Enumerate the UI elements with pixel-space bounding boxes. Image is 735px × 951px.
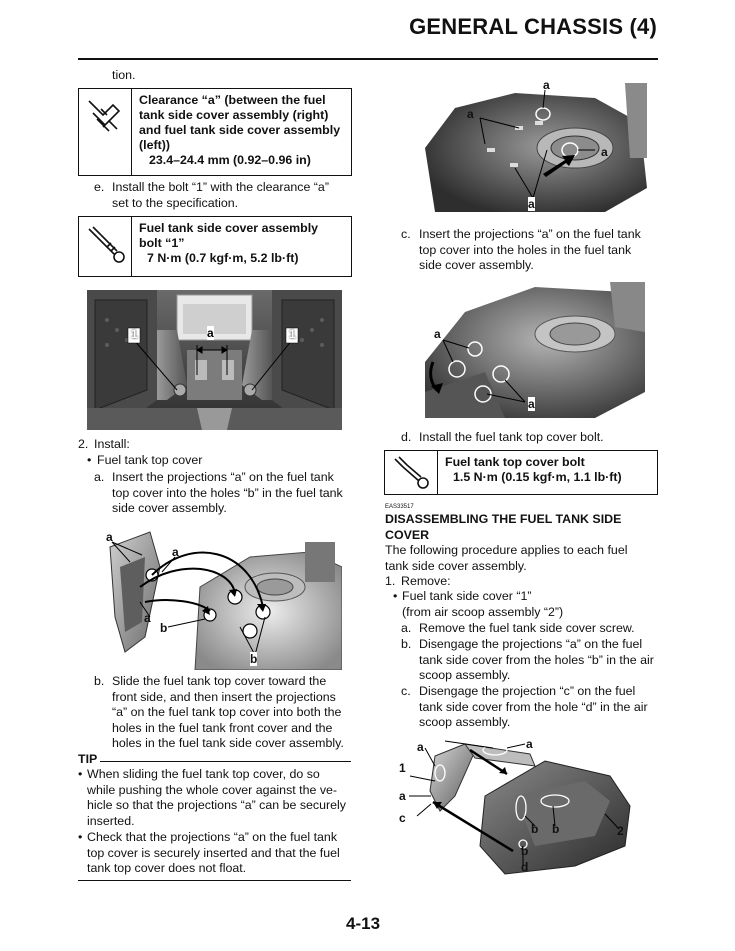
remove-step-a-marker: a.	[401, 621, 412, 635]
clearance-spec-line2: tank side cover assembly (right)	[139, 108, 329, 122]
step-d-text: Install the fuel tank top cover bolt.	[419, 430, 604, 444]
torque-spec-box-2	[384, 450, 658, 495]
remove-step-b-line2: tank side cover from the holes “b” in the air	[419, 652, 654, 667]
torque2-line1: Fuel tank top cover bolt	[445, 455, 585, 469]
torque1-line2: bolt “1”	[139, 236, 185, 250]
figure-top-cover-side-holes	[425, 282, 645, 418]
remove-step-a-text: Remove the fuel tank side cover screw.	[419, 621, 635, 635]
fig5-label-b-3: b	[521, 844, 529, 858]
fig5-label-1: 1	[399, 761, 406, 775]
step-e-line2: set to the specification.	[112, 195, 239, 210]
step-b-line4: holes in the fuel tank front cover and the	[112, 720, 333, 735]
fig5-label-a-1: a	[417, 740, 424, 754]
remove-step-c-line3: scoop assembly.	[419, 715, 511, 730]
tip-bullet-2-line2: top cover is securely inserted and that the fuel	[87, 845, 340, 860]
step-b-marker: b.	[94, 674, 105, 688]
torque1-value: 7 N·m (0.7 kgf·m, 5.2 lb·ft)	[147, 251, 299, 265]
torque1-line1: Fuel tank side cover assembly	[139, 221, 319, 235]
fig2-label-b-2: b	[250, 652, 258, 666]
step-2-marker: 2.	[78, 437, 89, 451]
step-1-text: Remove:	[401, 574, 451, 588]
clearance-spec-box	[78, 88, 352, 176]
tip-rule	[100, 761, 351, 762]
fig3-label-a-bottom: a	[528, 197, 535, 211]
section-title-line1: DISASSEMBLING THE FUEL TANK SIDE	[385, 512, 622, 526]
remove-step-c-line1: Disengage the projection “c” on the fuel	[419, 684, 636, 698]
step-a-line1: Insert the projections “a” on the fuel tank	[112, 470, 334, 484]
fig5-label-b-1: b	[531, 822, 539, 836]
step-e-line1: Install the bolt “1” with the clearance “a”	[112, 180, 329, 194]
fig5-label-c: c	[399, 811, 406, 825]
fig2-label-a-3: a	[144, 611, 151, 625]
step-c-line3: side cover assembly.	[419, 258, 534, 273]
step-1-marker: 1.	[385, 574, 396, 588]
remove-bullet-line2: (from air scoop assembly “2”)	[402, 604, 564, 619]
caliper-icon	[79, 89, 132, 175]
step-b-line3: “a” on the fuel tank top cover into both the	[112, 705, 342, 720]
section-code: EAS33517	[385, 504, 414, 510]
fig5-label-d: d	[521, 860, 529, 874]
tip-bullet-1-line4: inserted.	[87, 813, 135, 828]
remove-step-b-marker: b.	[401, 637, 412, 651]
fig4-label-a-right: a	[528, 397, 535, 411]
clearance-spec-line1: Clearance “a” (between the fuel	[139, 93, 326, 107]
remove-step-c-line2: tank side cover from the hole “d” in the air	[419, 699, 648, 714]
clearance-spec-line3: and fuel tank side cover assembly	[139, 123, 341, 137]
remove-step-b-line3: scoop assembly.	[419, 668, 511, 683]
tip-title: TIP	[78, 752, 98, 766]
step-2-text: Install:	[94, 437, 130, 451]
torque-spec-box-1	[78, 216, 352, 277]
clearance-spec-value: 23.4–24.4 mm (0.92–0.96 in)	[149, 153, 311, 167]
step-c-line1: Insert the projections “a” on the fuel tank	[419, 227, 641, 241]
figure-side-cover-disassembly	[395, 736, 645, 878]
figure-tank-side-cover-clearance	[87, 290, 342, 430]
tip-end-rule	[78, 880, 351, 881]
tip-bullet-1-line1: When sliding the fuel tank top cover, do so	[87, 767, 320, 781]
fig1-label-1-left: 1	[131, 327, 138, 341]
step-b-line2: front side, and then insert the projections	[112, 689, 336, 704]
tip-bullet-2-line3: tank top cover does not float.	[87, 861, 247, 876]
fig5-label-2: 2	[617, 824, 624, 838]
step-a-marker: a.	[94, 470, 105, 484]
remove-step-b-line1: Disengage the projections “a” on the fuel	[419, 637, 643, 651]
fig3-label-a-top: a	[543, 78, 550, 92]
remove-bullet-line1: Fuel tank side cover “1”	[402, 589, 532, 603]
step-a-line3: side cover assembly.	[112, 501, 227, 516]
step-a-line2: top cover into the holes “b” in the fuel tank	[112, 485, 343, 500]
fig2-label-b-1: b	[160, 621, 168, 635]
remove-step-c-marker: c.	[401, 684, 411, 698]
step-b-line5: holes in the fuel tank side cover assembly.	[112, 736, 344, 751]
torque-wrench-icon	[79, 217, 132, 276]
tip-bullet-1-line2: while pushing the whole cover against the ve-	[87, 782, 338, 797]
figure-insert-top-cover	[100, 527, 342, 670]
torque-wrench-icon	[385, 451, 438, 494]
tip-bullet-1-marker: •	[78, 767, 83, 781]
bullet-1-marker: •	[87, 453, 92, 467]
figure-top-cover-projections	[425, 78, 647, 212]
fig1-label-a: a	[207, 326, 214, 340]
section-title-line2: COVER	[385, 528, 430, 542]
torque2-value: 1.5 N·m (0.15 kgf·m, 1.1 lb·ft)	[453, 470, 622, 484]
continued-text: tion.	[112, 68, 136, 82]
step-e-marker: e.	[94, 180, 105, 194]
fig5-label-a-2: a	[526, 737, 533, 751]
fig5-label-b-2: b	[552, 822, 560, 836]
section-intro-line2: tank side cover assembly.	[385, 558, 527, 573]
header-rule	[78, 58, 658, 60]
page-number: 4-13	[346, 914, 381, 933]
fig1-label-1-right: 1	[289, 327, 296, 341]
tip-bullet-2-marker: •	[78, 830, 83, 844]
remove-bullet-marker: •	[393, 589, 398, 603]
fig3-label-a-right: a	[601, 145, 608, 159]
tip-bullet-2-line1: Check that the projections “a” on the fuel tank	[87, 830, 338, 844]
fig2-label-a-1: a	[106, 530, 113, 544]
step-c-marker: c.	[401, 227, 411, 241]
fig2-label-a-2: a	[172, 545, 179, 559]
bullet-1-text: Fuel tank top cover	[97, 453, 203, 467]
page-header-title: GENERAL CHASSIS (4)	[409, 14, 657, 39]
step-c-line2: top cover into the holes in the fuel tank	[419, 242, 632, 257]
fig3-label-a-left: a	[467, 107, 474, 121]
fig4-label-a-left: a	[434, 327, 441, 341]
fig5-label-a-3: a	[399, 789, 406, 803]
step-b-line1: Slide the fuel tank top cover toward the	[112, 674, 327, 688]
step-d-marker: d.	[401, 430, 412, 444]
section-intro-line1: The following procedure applies to each fuel	[385, 543, 628, 557]
clearance-spec-line4: (left))	[139, 138, 170, 152]
tip-bullet-1-line3: hicle so that the projections “a” can be securely	[87, 798, 346, 813]
